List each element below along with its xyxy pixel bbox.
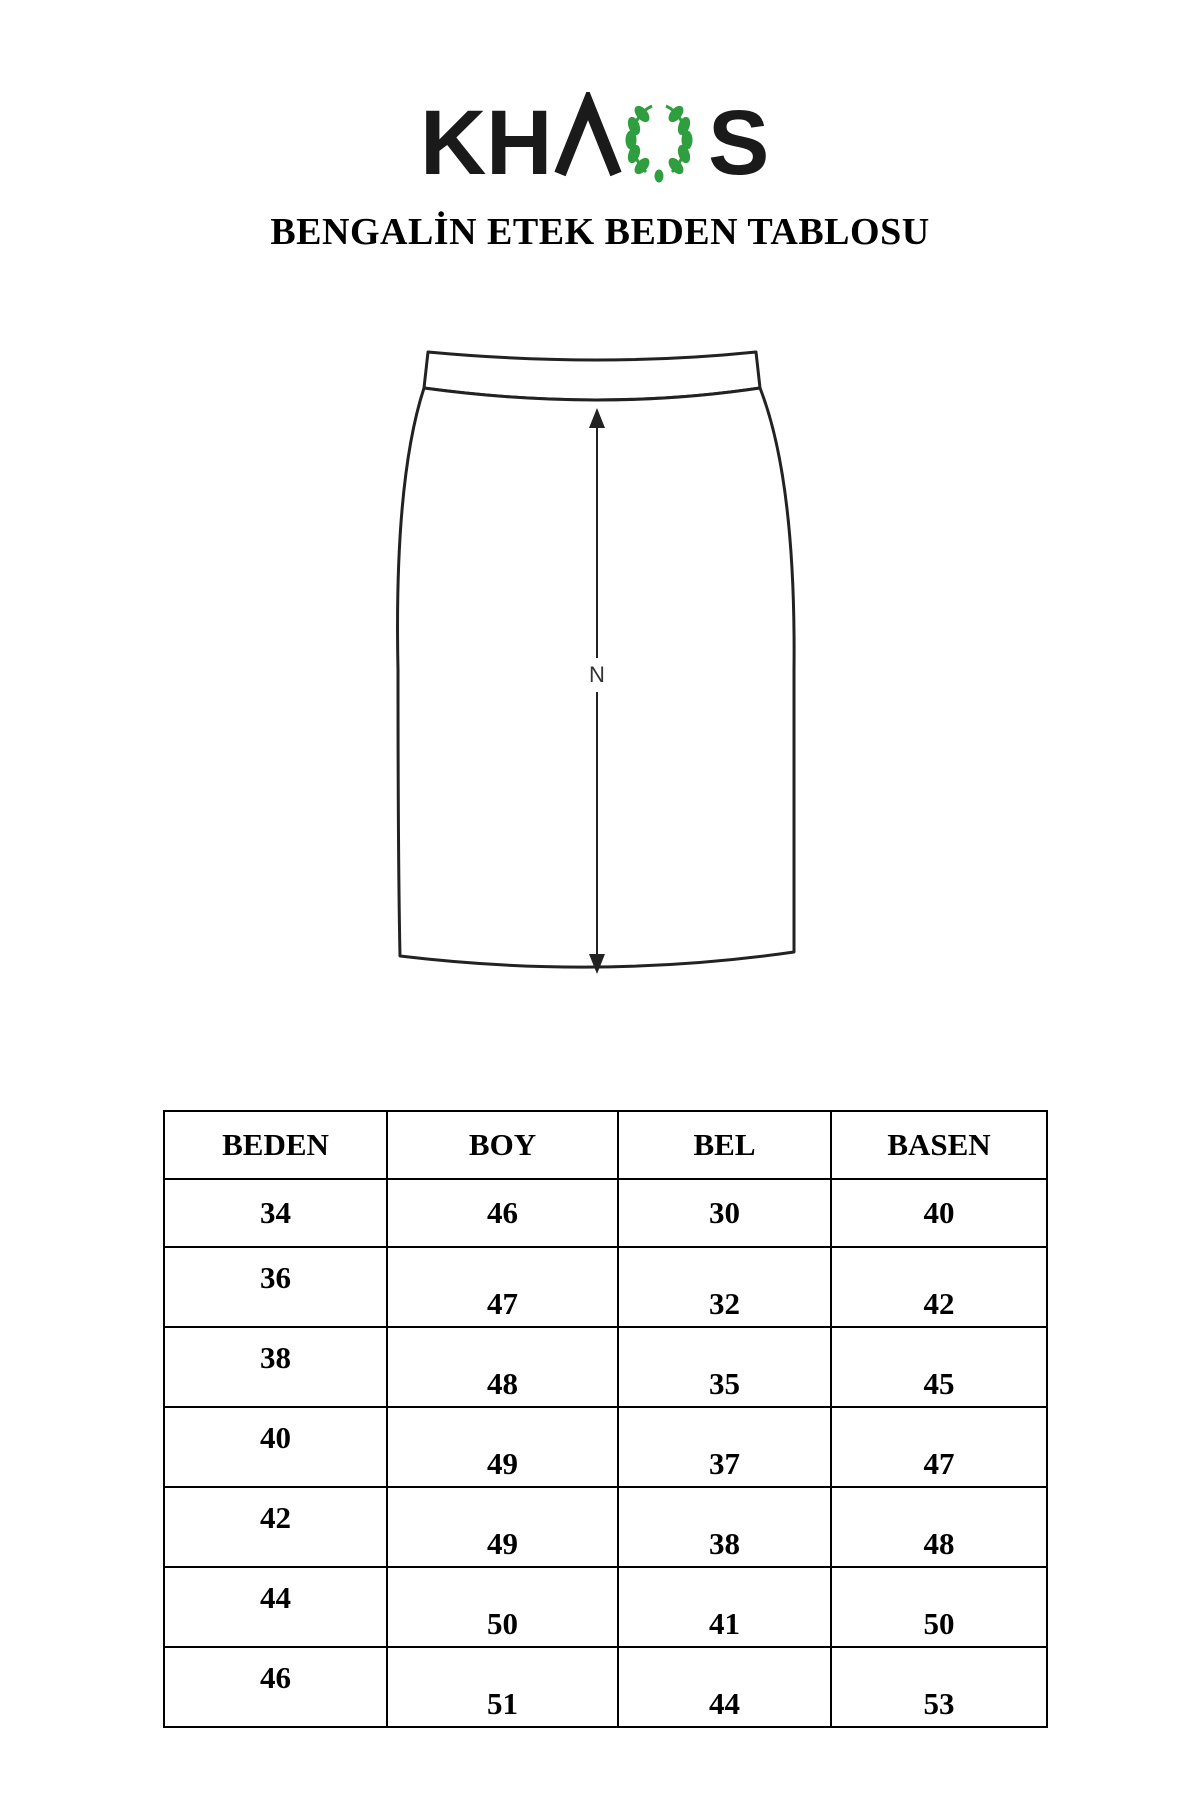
cell-boy: 50 <box>387 1567 618 1647</box>
cell-basen: 50 <box>831 1567 1047 1647</box>
cell-beden: 38 <box>164 1327 387 1407</box>
laurel-wreath-icon <box>626 104 692 182</box>
skirt-diagram <box>390 340 810 980</box>
cell-basen: 45 <box>831 1327 1047 1407</box>
cell-basen: 40 <box>831 1179 1047 1247</box>
table-row <box>164 1647 1047 1727</box>
cell-boy: 49 <box>387 1487 618 1567</box>
cell-boy: 46 <box>387 1179 618 1247</box>
cell-boy: 49 <box>387 1407 618 1487</box>
cell-basen: 53 <box>831 1647 1047 1727</box>
cell-bel: 38 <box>618 1487 831 1567</box>
cell-boy: 51 <box>387 1647 618 1727</box>
skirt-outline-icon <box>390 340 810 980</box>
table-row <box>164 1407 1047 1487</box>
page-title: BENGALİN ETEK BEDEN TABLOSU <box>270 211 930 253</box>
khaos-logo-icon <box>420 92 780 192</box>
table-header-row <box>164 1111 1047 1179</box>
cell-beden: 36 <box>164 1247 387 1327</box>
header-beden: BEDEN <box>164 1111 387 1179</box>
svg-text:S: S <box>708 92 776 192</box>
cell-bel: 35 <box>618 1327 831 1407</box>
brand-logo <box>0 92 1200 192</box>
cell-bel: 41 <box>618 1567 831 1647</box>
svg-text:H: H <box>486 92 559 192</box>
header-bel: BEL <box>618 1111 831 1179</box>
cell-beden: 42 <box>164 1487 387 1567</box>
cell-basen: 48 <box>831 1487 1047 1567</box>
cell-bel: 44 <box>618 1647 831 1727</box>
cell-beden: 40 <box>164 1407 387 1487</box>
header-basen: BASEN <box>831 1111 1047 1179</box>
table-row <box>164 1487 1047 1567</box>
cell-basen: 47 <box>831 1407 1047 1487</box>
cell-basen: 42 <box>831 1247 1047 1327</box>
cell-beden: 34 <box>164 1179 387 1247</box>
cell-boy: 48 <box>387 1327 618 1407</box>
cell-bel: 37 <box>618 1407 831 1487</box>
cell-beden: 46 <box>164 1647 387 1727</box>
table-row <box>164 1567 1047 1647</box>
header-boy: BOY <box>387 1111 618 1179</box>
table-row <box>164 1327 1047 1407</box>
cell-bel: 30 <box>618 1179 831 1247</box>
measure-label: N <box>589 662 605 687</box>
table-row <box>164 1179 1047 1247</box>
cell-boy: 47 <box>387 1247 618 1327</box>
size-chart-table <box>163 1110 1048 1728</box>
svg-text:K: K <box>420 92 493 192</box>
table-row <box>164 1247 1047 1327</box>
cell-bel: 32 <box>618 1247 831 1327</box>
cell-beden: 44 <box>164 1567 387 1647</box>
